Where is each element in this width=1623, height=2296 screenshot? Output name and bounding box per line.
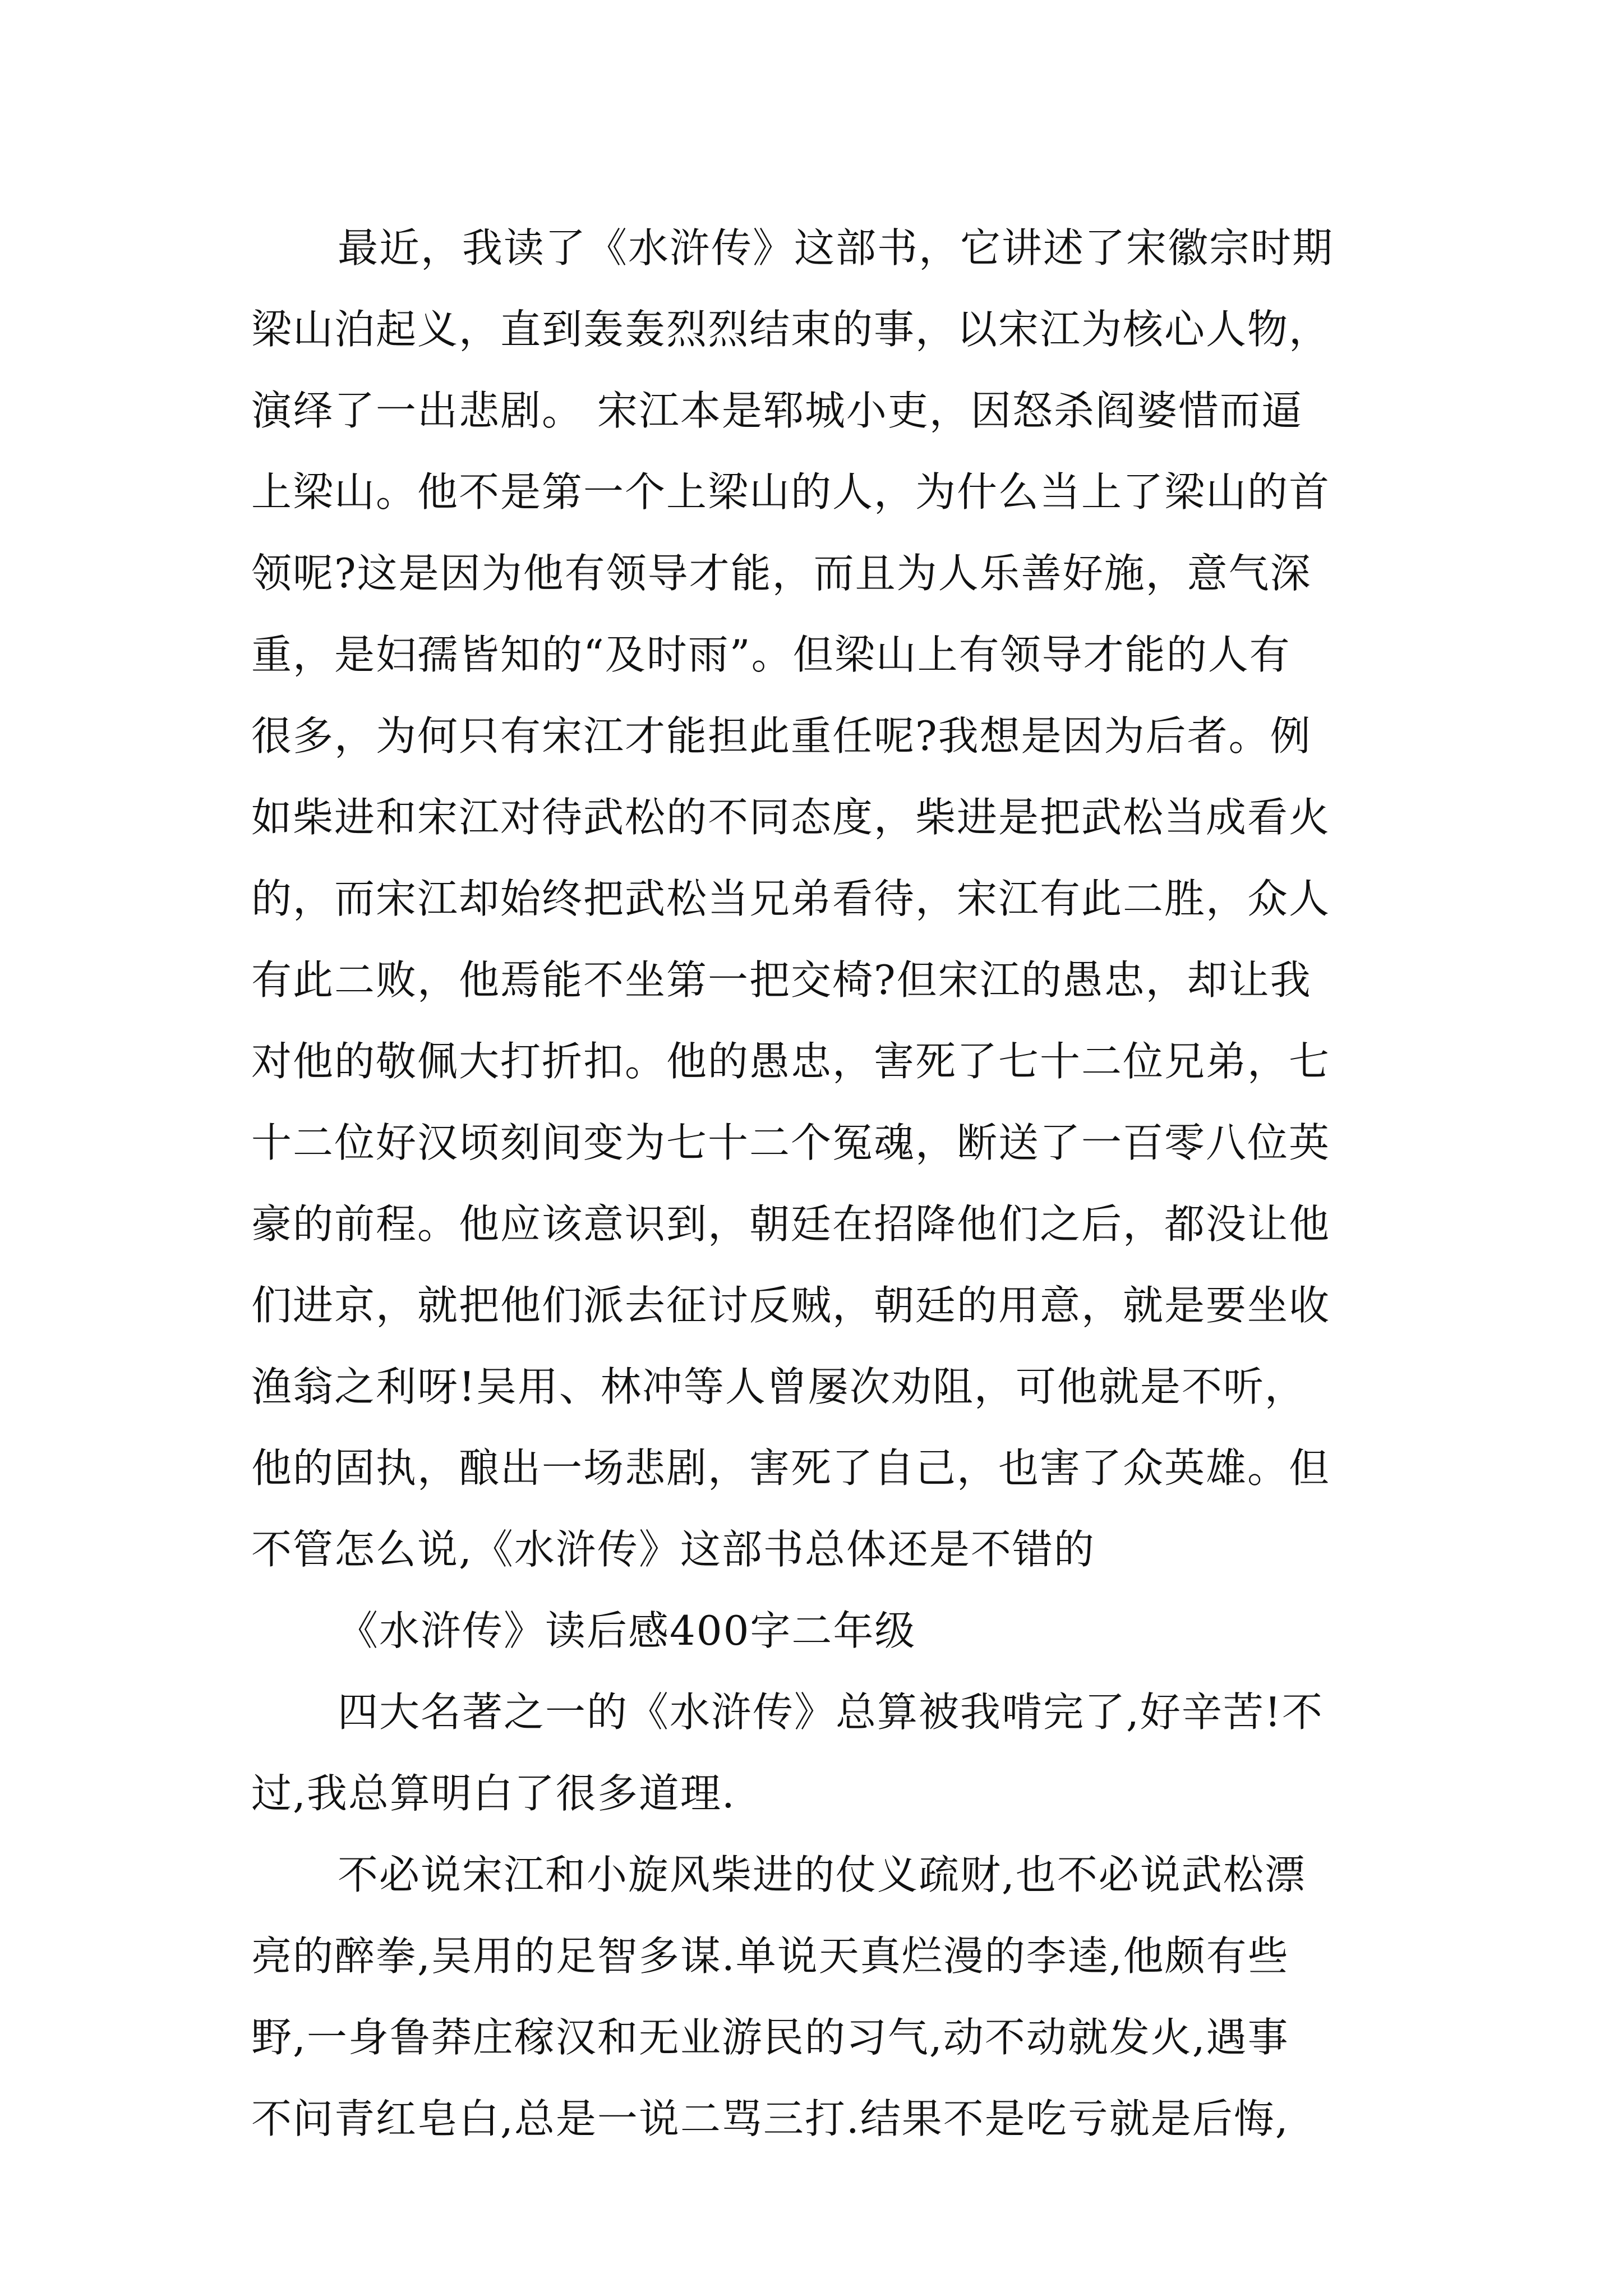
text-line: 野,一身鲁莽庄稼汉和无业游民的习气,动不动就发火,遇事 — [251, 2014, 1289, 2061]
text-line: 他的固执，酿出一场悲剧，害死了自己，也害了众英雄。但 — [251, 1444, 1331, 1492]
paragraph-1 — [251, 208, 1395, 1590]
text-line: 十二位好汉顷刻间变为七十二个冤魂，断送了一百零八位英 — [251, 1119, 1331, 1166]
text-line: 四大名著之一的《水浒传》总算被我啃完了,好辛苦!不 — [338, 1688, 1324, 1736]
text-line: 梁山泊起义，直到轰轰烈烈结束的事，以宋江为核心人物， — [251, 306, 1331, 353]
text-line: 不问青红皂白,总是一说二骂三打.结果不是吃亏就是后悔, — [251, 2095, 1289, 2142]
section-heading: 《水浒传》读后感400字二年级 — [338, 1607, 916, 1654]
text-line: 们进京，就把他们派去征讨反贼，朝廷的用意，就是要坐收 — [251, 1282, 1331, 1329]
text-line: 领呢?这是因为他有领导才能，而且为人乐善好施，意气深 — [251, 550, 1312, 597]
text-line: 如柴进和宋江对待武松的不同态度，柴进是把武松当成看火 — [251, 794, 1331, 841]
text-line: 豪的前程。他应该意识到，朝廷在招降他们之后，都没让他 — [251, 1200, 1331, 1248]
document-body — [251, 208, 1395, 2160]
paragraph-2 — [251, 1672, 1395, 1834]
text-line: 最近，我读了《水浒传》这部书，它讲述了宋徽宗时期 — [338, 224, 1334, 272]
text-line: 有此二败，他焉能不坐第一把交椅?但宋江的愚忠，却让我 — [251, 956, 1312, 1004]
text-line: 不管怎么说,《水浒传》这部书总体还是不错的 — [251, 1526, 1095, 1573]
text-line: 不必说宋江和小旋风柴进的仗义疏财,也不必说武松漂 — [338, 1851, 1306, 1898]
text-line: 对他的敬佩大打折扣。他的愚忠，害死了七十二位兄弟，七 — [251, 1038, 1331, 1085]
text-line: 重，是妇孺皆知的“及时雨”。但梁山上有领导才能的人有 — [251, 631, 1291, 678]
text-line: 亮的醉拳,吴用的足智多谋.单说天真烂漫的李逵,他颇有些 — [251, 1932, 1289, 1980]
text-line: 演绎了一出悲剧。 宋江本是郓城小吏，因怒杀阎婆惜而逼 — [251, 387, 1303, 434]
paragraph-3 — [251, 1834, 1395, 2160]
text-line: 很多，为何只有宋江才能担此重任呢?我想是因为后者。例 — [251, 712, 1312, 760]
text-line: 上梁山。他不是第一个上梁山的人，为什么当上了梁山的首 — [251, 468, 1331, 516]
text-line: 过,我总算明白了很多道理. — [251, 1770, 736, 1817]
text-line: 渔翁之利呀!吴用、林冲等人曾屡次劝阻，可他就是不听， — [251, 1363, 1306, 1410]
text-line: 的，而宋江却始终把武松当兄弟看待，宋江有此二胜，众人 — [251, 875, 1331, 922]
